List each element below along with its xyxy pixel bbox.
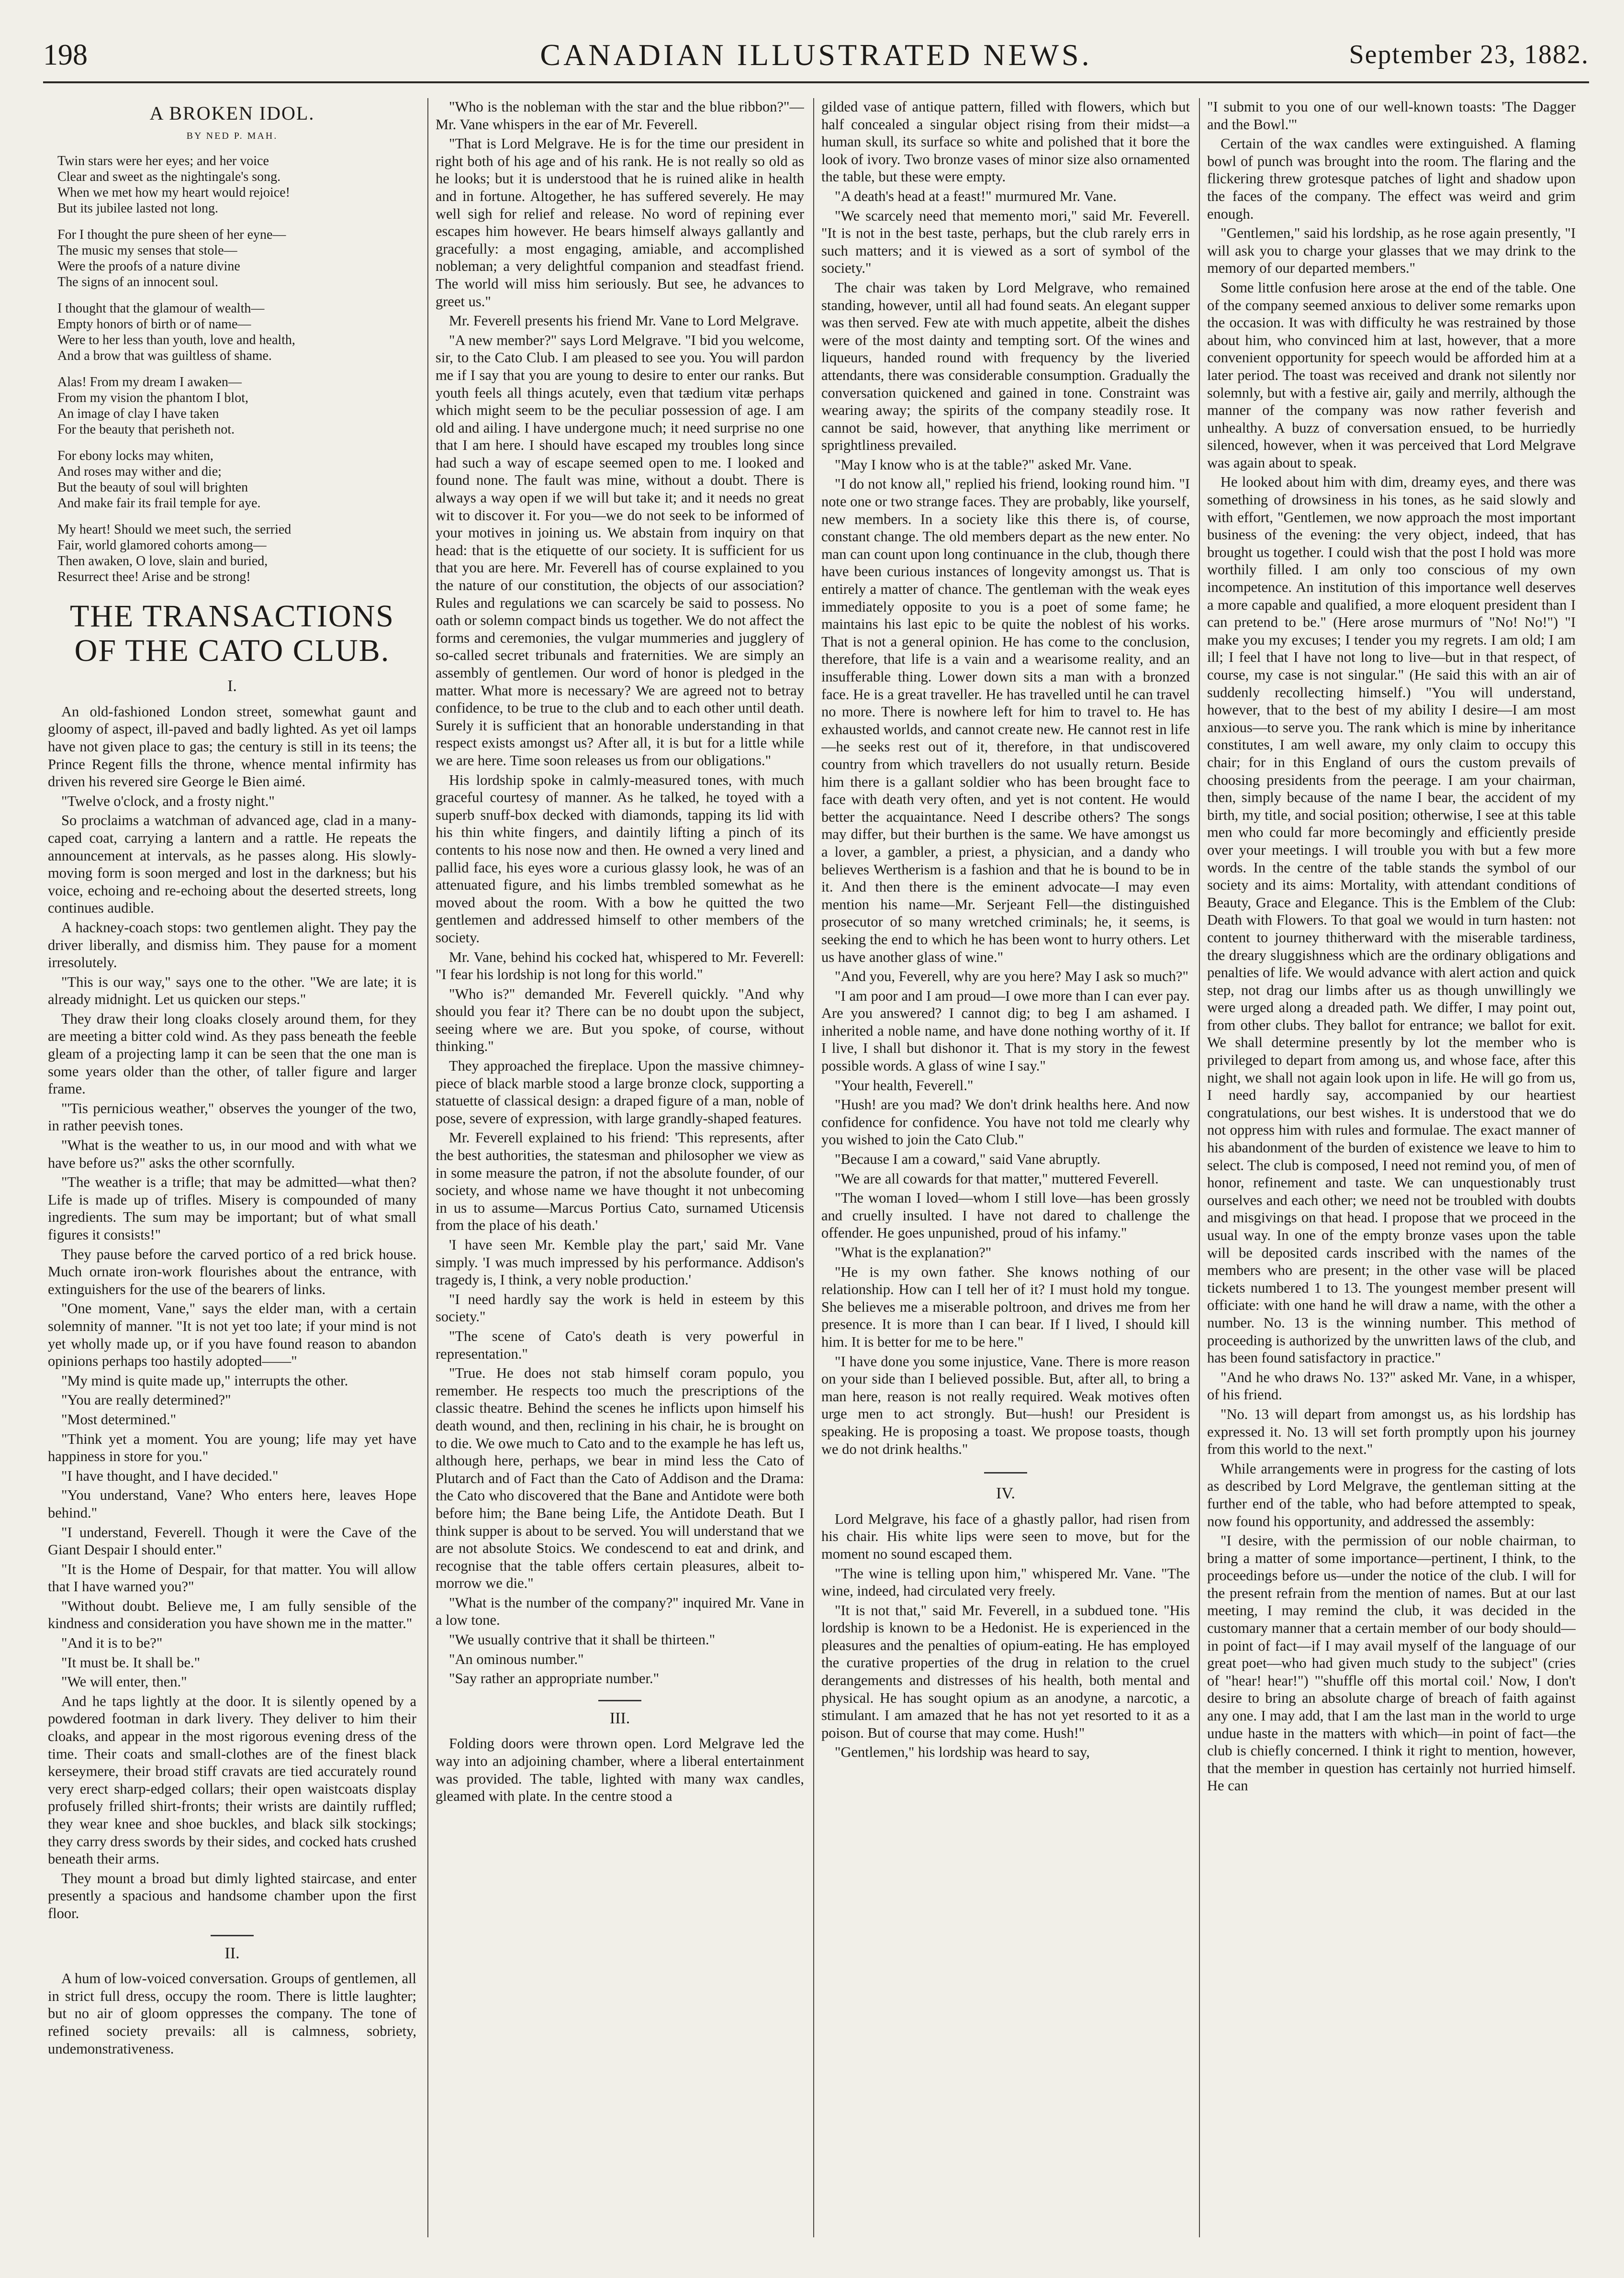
column-rule	[813, 98, 814, 2237]
poem-line: But its jubilee lasted not long.	[57, 201, 218, 216]
paragraph: And he taps lightly at the door. It is silently opened by a powdered footman in dark livery. They deliver to him their cloaks, and appear in the most rigorous evening dress of the time. Their coats and small-clothes are of the finest black kerseymere, their broad stiff cravats are tied accurately round very erect sharp-edged collars; their open waistcoats display profusely frilled shirt-fronts; their wrists are daintily ruffled; they wear knee and shoe buckles, and black silk stockings; they carry dress swords by their sides, and cocked hats crushed beneath their arms.	[48, 1693, 416, 1867]
poem-line: When we met how my heart would rejoice!	[57, 185, 290, 201]
paragraph: "We usually contrive that it shall be thirteen."	[449, 1631, 716, 1648]
poem-line: My heart! Should we meet such, the serried	[57, 522, 291, 537]
paragraph: "We will enter, then."	[61, 1674, 187, 1690]
paragraph: "An ominous number."	[449, 1651, 584, 1667]
paragraph: They pause before the carved portico of a red brick house. Much ornate iron-work flourishes about the entrance, with extinguishers for the use of the bearers of links.	[48, 1246, 416, 1297]
paragraph: So proclaims a watchman of advanced age, clad in a many-caped coat, carrying a lantern and a rattle. He repeats the announcement at intervals, as he passes along. His slowly-moving form is soon merged and lost in the darkness; but his voice, echoing and re-echoing about the deserted streets, long continues audible.	[48, 812, 416, 916]
paragraph: "Say rather an appropriate number."	[449, 1670, 660, 1687]
poem-line: Fair, world glamored cohorts among—	[57, 538, 267, 553]
paragraph: "I do not know all," replied his friend, looking round him. "I note one or two strange faces. They are probably, like yourself, new members. In a society like this there is, of course, constant change. The old members depart as the new enter. No man can count upon long continuance in the club, though there have been curious instances of longevity amongst us. That is entirely a matter of chance. The gentleman with the weak eyes immediately opposite to you is a poet of some fame; he maintains his last epic to be quite the noblest of his works. That is not a general opinion. He has come to the conclusion, therefore, that life is a vain and a wearisome reality, and an insufferable thing. Lower down sits a man with a bronzed face. He is a great traveller. He has travelled until he can travel no more. There is nowhere left for him to travel to. He has exhausted worlds, and cannot create new. He cannot rest in life—he seeks rest out of it, therefore, in that undiscovered country from which travellers do not usually return. Beside him there is a gallant soldier who has been brought face to face with death very often, and yet is not content. He would better the acquaintance. Need I describe others? The songs may differ, but their burthen is the same. We have amongst us a lover, a gambler, a priest, a physician, and a dandy who believes Wertherism is a fashion and that he is bound to be in it. And then there is the eminent advocate—I may even mention his name—Mr. Serjeant Fell—the distinguished prosecutor of so many wretched criminals; he, it seems, is seeking the end to which he has been wont to hurry others. Let us have another glass of wine."	[821, 476, 1190, 965]
paragraph: "The scene of Cato's death is very powerful in representation."	[436, 1328, 804, 1362]
paragraph: 'I have seen Mr. Kemble play the part,' said Mr. Vane simply. 'I was much impressed by his performance. Addison's tragedy is, I think, a very noble production.'	[436, 1237, 804, 1288]
paragraph: "One moment, Vane," says the elder man, with a certain solemnity of manner. "It is not yet too late; if your mind is not yet wholly made up, or if you have found reason to abandon opinions perhaps too hastily adopted——"	[48, 1300, 416, 1370]
paragraph: "Without doubt. Believe me, I am fully sensible of the kindness and consideration you have shown me in the matter."	[48, 1597, 416, 1632]
poem-line: Were to her less than youth, love and health,	[57, 333, 295, 348]
paragraph: "Twelve o'clock, and a frosty night."	[61, 793, 275, 809]
paragraph: "Think yet a moment. You are young; life may yet have happiness in store for you."	[48, 1430, 416, 1465]
poem-stanza	[57, 522, 416, 585]
paragraph: "Because I am a coward," said Vane abruptly.	[835, 1151, 1101, 1168]
section-heading: III.	[609, 1709, 630, 1727]
paragraph: Lord Melgrave, his face of a ghastly pallor, had risen from his chair. His white lips were seen to move, but for the moment no sound escaped them.	[821, 1510, 1190, 1562]
paragraph: While arrangements were in progress for the casting of lots as described by Lord Melgrave, the gentleman sitting at the further end of the table, who had before attempted to speak, now found his opportunity, and addressed the assembly:	[1207, 1460, 1576, 1530]
paragraph: "Gentlemen," said his lordship, as he rose again presently, "I will ask you to charge your glasses that we may drink to the memory of our departed members."	[1207, 225, 1576, 277]
section-divider	[598, 1700, 641, 1701]
paragraph: "I have done you some injustice, Vane. There is more reason on your side than I believed possible. But, after all, to bring a man here, reason is not really required. Weak motives often urge men to act strongly. But—hush! our President is speaking. He is proposing a toast. We propose toasts, though we do not drink healths."	[821, 1353, 1190, 1457]
paragraph: "True. He does not stab himself coram populo, you remember. He respects too much the prescriptions of the classic theatre. Behind the scenes he inflicts upon himself his death wound, and then, reclining in his chair, he is brought on to die. We owe much to Cato and to the example he has left us, although here, perhaps, we bear in mind less the Cato of Plutarch and of Fact than the Cato of Addison and the Drama: the Cato who discovered that the Bane and Antidote were both before him; the Bane being Life, the Antidote Death. But I think supper is about to be served. You will understand that we are not absolute Stoics. We condescend to eat and drink, and recognise that the table offers certain pleasures, albeit to-morrow we die."	[436, 1365, 804, 1592]
paragraph: "What is the number of the company?" inquired Mr. Vane in a low tone.	[436, 1594, 804, 1629]
paragraph: They draw their long cloaks closely around them, for they are meeting a bitter cold wind. As they pass beneath the feeble gleam of a projecting lamp it can be seen that the one man is some years older than the other, of taller figure and larger frame.	[48, 1010, 416, 1097]
paragraph: gilded vase of antique pattern, filled with flowers, which but half concealed a singular object rising from their midst—a human skull, its surface so white and polished that it bore the look of ivory. Two bronze vases of minor size also ornamented the table, but these were empty.	[821, 99, 1190, 185]
section-heading: IV.	[996, 1485, 1015, 1503]
poem-line: An image of clay I have taken	[57, 406, 219, 422]
poem-line: For the beauty that perisheth not.	[57, 422, 235, 437]
paragraph: A hackney-coach stops: two gentlemen alight. They pay the driver liberally, and dismiss him. They pause for a moment irresolutely.	[48, 919, 416, 971]
poem-line: Empty honors of birth or of name—	[57, 317, 251, 332]
section-divider	[211, 1935, 254, 1936]
paragraph: "This is our way," says one to the other. "We are late; it is already midnight. Let us quicken our steps."	[48, 973, 416, 1008]
paragraph: "I need hardly say the work is held in esteem by this society."	[436, 1291, 804, 1325]
section-heading: II.	[224, 1944, 240, 1962]
paragraph: "You understand, Vane? Who enters here, leaves Hope behind."	[48, 1487, 416, 1521]
paragraph: "May I know who is at the table?" asked Mr. Vane.	[835, 456, 1132, 473]
paragraph: "And you, Feverell, why are you here? May I ask so much?"	[835, 968, 1188, 985]
paragraph: "What is the explanation?"	[835, 1244, 992, 1261]
masthead	[43, 34, 1589, 83]
column-rule	[427, 98, 428, 2237]
paragraph: A hum of low-voiced conversation. Groups of gentlemen, all in strict full dress, occupy the room. There is little laughter; but no air of gloom oppresses the company. The tone of refined society prevails: all is calmness, sobriety, undemonstrativeness.	[48, 1970, 416, 2057]
column-1	[48, 98, 416, 2237]
paragraph: "A new member?" says Lord Melgrave. "I bid you welcome, sir, to the Cato Club. I am pleased to see you. You will pardon me if I say that you are young to desire to enter our ranks. But youth feels all things acutely, even that tædium vitæ perhaps which might seem to be the peculiar possession of age. I am old and ailing. I have undergone much; it need surprise no one that I am here. I should have escaped my troubles long since had such a way of escape seemed open to me. I looked and found none. The fault was mine, without a doubt. There is always a way open if we will but take it; and it needs no great wit to discover it. For you—we do not seek to be informed of your motives in joining us. We abstain from inquiry on that head: that is the etiquette of our society. It is sufficient for us that you are here. Mr. Feverell has of course explained to you the nature of our constitution, the objects of our association? Rules and regulations we can scarcely be said to possess. No oath or solemn compact binds us together. We do not affect the forms and ceremonies, the vulgar mummeries and jugglery of so-called secret tribunals and fraternities. We are simply an assembly of gentlemen. Our word of honor is pledged in the matter. What more is necessary? We are agreed not to betray confidence, to be true to the club and to each other until death. Surely it is sufficient that an honorable understanding in that respect exists amongst us? After all, it is but for a little while we are here. Time soon releases us from our obligations."	[436, 332, 804, 769]
poem-line: The signs of an innocent soul.	[57, 275, 218, 290]
poem-line: And roses may wither and die;	[57, 464, 222, 480]
column-4	[1207, 98, 1576, 2237]
paragraph: They mount a broad but dimly lighted staircase, and enter presently a spacious and handsome chamber upon the first floor.	[48, 1870, 416, 1921]
paragraph: "No. 13 will depart from amongst us, as his lordship has expressed it. No. 13 will set forth promptly upon his journey from this world to the next."	[1207, 1406, 1576, 1458]
issue-date: September 23, 1882.	[1349, 40, 1589, 69]
poem-stanza	[57, 227, 416, 290]
newspaper-title: CANADIAN ILLUSTRATED NEWS.	[540, 38, 1092, 72]
paragraph: "It must be. It shall be."	[61, 1654, 201, 1671]
paragraph: An old-fashioned London street, somewhat gaunt and gloomy of aspect, ill-paved and badly lighted. As yet oil lamps have not given place to gas; the century is still in its teens; the Prince Regent fills the throne, whence mental infirmity has driven his revered sire George le Bien aimé.	[48, 703, 416, 790]
poem-line: And a brow that was guiltless of shame.	[57, 348, 272, 364]
poem-line: Then awaken, O love, slain and buried,	[57, 554, 268, 569]
paragraph: Mr. Feverell presents his friend Mr. Vane to Lord Melgrave.	[449, 313, 799, 329]
paragraph: "He is my own father. She knows nothing of our relationship. How can I tell her of it? I must hold my tongue. She believes me a miserable poltroon, and drives me from her presence. It is more than I can bear. If I lived, I should kill him. It is better for me to be here."	[821, 1263, 1190, 1350]
column-2	[436, 98, 804, 2237]
poem-stanza	[57, 448, 416, 511]
paragraph: Mr. Vane, behind his cocked hat, whispered to Mr. Feverell: "I fear his lordship is not long for this world."	[436, 949, 804, 983]
paragraph: "Most determined."	[61, 1411, 177, 1428]
poem-line: Were the proofs of a nature divine	[57, 259, 240, 274]
paragraph: "What is the weather to us, in our mood and with what we have before us?" asks the other scornfully.	[48, 1137, 416, 1171]
paragraph: "I desire, with the permission of our noble chairman, to bring a matter of some importance—pertinent, I think, to the proceedings before us—under the notice of the club. I will for the present refrain from the mention of names. But at our last meeting, I may remind the club, it was decided in the customary manner that a certain member of our body should—in point of fact—if I may avail myself of the language of our great poet—who had given much study to the subject" (cries of "hear! hear!") "'shuffle off this mortal coil.' Now, I don't desire to bring an absolute charge of breach of faith against any one. I may add, that I am the last man in the world to urge undue haste in the matters with which—in point of fact—the club is chiefly concerned. I think it right to mention, however, that the member in question has certainly not hurried himself. He can	[1207, 1532, 1576, 1794]
paragraph: "Who is?" demanded Mr. Feverell quickly. "And why should you fear it? There can be no doubt upon the subject, seeing where we are. But you spoke, of course, without thinking."	[436, 985, 804, 1055]
poem-line: From my vision the phantom I blot,	[57, 391, 248, 406]
poem-line: Alas! From my dream I awaken—	[57, 375, 242, 390]
poem-byline: BY NED P. MAH.	[186, 130, 278, 141]
paragraph: "It is not that," said Mr. Feverell, in a subdued tone. "His lordship is known to be a Hedonist. He is experienced in the pleasures and the penalties of opium-eating. He has employed the curative properties of the drug in relation to the cruel derangements and distresses of his health, both mental and physical. He has sought opium as an anodyne, a narcotic, a stimulant. I am amazed that he has not yet resorted to it as a poison. But of course that may come. Hush!"	[821, 1602, 1190, 1741]
paragraph: "The weather is a trifle; that may be admitted—what then? Life is made up of trifles. Misery is compounded of many ingredients. The sum may be important; but of what small figures it consists!"	[48, 1174, 416, 1243]
paragraph: "A death's head at a feast!" murmured Mr. Vane.	[835, 188, 1117, 204]
story-title: THE TRANSACTIONS OF THE CATO CLUB.	[70, 599, 394, 669]
paragraph: "Your health, Feverell."	[835, 1077, 974, 1094]
paragraph: Folding doors were thrown open. Lord Melgrave led the way into an adjoining chamber, where a liberal entertainment was provided. The table, lighted with many wax candles, gleamed with plate. In the centre stood a	[436, 1735, 804, 1805]
paragraph: "The woman I loved—whom I still love—has been grossly and cruelly insulted. I have not dared to challenge the offender. He goes unpunished, proud of his infamy."	[821, 1190, 1190, 1241]
paragraph: "And it is to be?"	[61, 1635, 163, 1652]
section-divider	[984, 1472, 1027, 1474]
poem-body	[57, 153, 416, 585]
paragraph: The chair was taken by Lord Melgrave, who remained standing, however, until all had found seats. An elegant supper was then served. Few ate with much appetite, albeit the dishes were of the most dainty and tempting sort. Of the wines and liqueurs, handed round with frequency by the liveried attendants, there was considerable consumption. Gradually the conversation quickened and gained in tone. Constraint was wearing away; the spirits of the company steadily rose. It cannot be said, however, that anything like merriment or sprightliness prevailed.	[821, 279, 1190, 454]
poem-line: Twin stars were her eyes; and her voice	[57, 154, 269, 169]
poem-line: But the beauty of soul will brighten	[57, 480, 248, 495]
poem-stanza	[57, 301, 416, 364]
paragraph: They approached the fireplace. Upon the massive chimney-piece of black marble stood a large bronze clock, supporting a statuette of classical design: a draped figure of a man, noble of pose, severe of expression, with large grandly-shaped features.	[436, 1058, 804, 1127]
paragraph: "It is the Home of Despair, for that matter. You will allow that I have warned you?"	[48, 1561, 416, 1595]
paragraph: "I have thought, and I have decided."	[61, 1467, 279, 1484]
poem-stanza	[57, 153, 416, 216]
poem-line: I thought that the glamour of wealth—	[57, 301, 265, 316]
paragraph: Certain of the wax candles were extinguished. A flaming bowl of punch was brought into the room. The flaring and the flickering threw grotesque patches of light and shadow upon the faces of the company. The effect was weird and grim enough.	[1207, 135, 1576, 222]
poem-line: For ebony locks may whiten,	[57, 448, 213, 464]
paragraph: "Gentlemen," his lordship was heard to say,	[835, 1744, 1090, 1761]
paragraph: "Who is the nobleman with the star and the blue ribbon?"—Mr. Vane whispers in the ear of Mr. Feverell.	[436, 99, 804, 133]
paragraph: "I am poor and I am proud—I owe more than I can ever pay. Are you answered? I cannot dig; to beg I am ashamed. I inherited a noble name, and have done nothing worthy of it. If I live, I shall but dishonor it. That is my story in the fewest possible words. A glass of wine I say."	[821, 987, 1190, 1074]
paragraph: Mr. Feverell explained to his friend: 'This represents, after the best authorities, the statesman and philosopher we view as in some measure the patron, if not the absolute founder, of our society, and whose name we have thought it not unbecoming in us to assume—Marcus Portius Cato, surnamed Uticensis from the place of his death.'	[436, 1129, 804, 1234]
paragraph: "That is Lord Melgrave. He is for the time our president in right both of his age and of his rank. He is not really so old as he looks; but it is understood that he is ruined alike in health and in fortune. Altogether, he has suffered severely. He may well sigh for relief and release. No word of repining ever escapes him however. He bears himself always gallantly and gracefully: a most engaging, amiable, and accomplished nobleman; a very delightful companion and steadfast friend. The world will miss him seriously. But see, he advances to greet us."	[436, 135, 804, 310]
paragraph: "Hush! are you mad? We don't drink healths here. And now confidence for confidence. You have not told me clearly why you wished to join the Cato Club."	[821, 1096, 1190, 1148]
paragraph: "'Tis pernicious weather," observes the younger of the two, in rather peevish tones.	[48, 1100, 416, 1134]
poem-title: A BROKEN IDOL.	[149, 102, 315, 124]
column-rule	[1199, 98, 1200, 2237]
poem-line: Resurrect thee! Arise and be strong!	[57, 570, 251, 585]
paragraph: "The wine is telling upon him," whispered Mr. Vane. "The wine, indeed, had circulated very freely.	[821, 1565, 1190, 1599]
paragraph: "And he who draws No. 13?" asked Mr. Vane, in a whisper, of his friend.	[1207, 1369, 1576, 1403]
column-3	[821, 98, 1190, 2237]
paragraph: His lordship spoke in calmly-measured tones, with much graceful courtesy of manner. As he talked, he toyed with a superb snuff-box decked with diamonds, tapping its lid with his thin white fingers, and daintily lifting a pinch of its contents to his nose now and then. He owned a very lined and pallid face, his eyes wore a curious glassy look, he was of an attenuated figure, and his limbs trembled somewhat as he moved about the room. With a bow he quitted the two gentlemen and addressed himself to other members of the society.	[436, 771, 804, 946]
paragraph: "My mind is quite made up," interrupts the other.	[61, 1372, 348, 1389]
poem-stanza	[57, 374, 416, 437]
paragraph: "I understand, Feverell. Though it were the Cave of the Giant Despair I should enter."	[48, 1524, 416, 1558]
paragraph: He looked about him with dim, dreamy eyes, and there was something of drowsiness in his tones, as he said slowly and with effort, "Gentlemen, we now approach the most important business of the evening: the very object, indeed, that has brought us together. I could wish that the post I hold was more worthily filled. I am only too conscious of my own incompetence. An institution of this importance well deserves a more capable and qualified, a more eloquent president than I can pretend to be." (Here arose murmurs of "No! No!") "I make you my excuses; I tender you my regrets. I am old; I am ill; I feel that I have not long to live—but in that respect, of course, my case is not singular." (He said this with an air of suddenly recollecting himself.) "You will understand, however, that to the best of my ability I desire—I am most anxious—to serve you. The rank which is mine by inheritance constitutes, I am well aware, my only claim to occupy this chair; for in this England of ours the custom prevails of choosing presidents from the peerage. I am your chairman, then, simply because of the name I bear, the accident of my birth, my title, and social position; otherwise, I see at this table men who could far more becomingly and efficiently preside over your meetings. I will trouble you with but a few more words. In the centre of the table stands the symbol of our society and its aims: Mortality, with attendant conditions of Beauty, Grace and Elegance. This is the Emblem of the Club: Death with Flowers. To that goal we would in turn hasten: not content to journey thitherward with the miserable tardiness, the dreary sluggishness which are the ordinary obligations and penalties of life. We would advance with alert action and quick step, not drag our limbs after us as though unwillingly we were urged along a dreaded path. We differ, I may point out, from other clubs. They ballot for entrance; we ballot for exit. We shall determine presently by lot the member who is privileged to depart from among us, and whose face, after this night, we shall not again look upon in life. He will go from us, I need hardly say, accompanied by our heartiest congratulations, our best wishes. It is understood that we do not oppress him with rules and formulae. The exact manner of his abandonment of the burden of existence we leave to him to select. The club is composed, I need not remind you, of men of honor, refinement and taste. We can unquestionably trust ourselves and each other; we need not be troubled with doubts and misgivings on that head. I propose that we proceed in the usual way. In one of the empty bronze vases upon the table will be deposited cards inscribed with the names of the members who are present; in the other vase will be placed tickets numbered 1 to 13. The youngest member present will officiate: with one hand he will draw a name, with the other a number. No. 13 is the winning number. This method of proceeding is authorized by the unwritten laws of the club, and has been found satisfactory in practice."	[1207, 474, 1576, 1366]
paragraph: "I submit to you one of our well-known toasts: 'The Dagger and the Bowl.'"	[1207, 99, 1576, 133]
poem-line: For I thought the pure sheen of her eyne—	[57, 227, 286, 243]
poem-line: Clear and sweet as the nightingale's song.	[57, 169, 281, 185]
paragraph: Some little confusion here arose at the end of the table. One of the company seemed anxious to deliver some remarks upon the occasion. It was with difficulty he was restrained by those about him, who convinced him at last, however, that a more convenient opportunity for speech would be afforded him at a later period. The toast was received and drank not silently nor solemnly, but with a festive air, gaily and merrily, although the manner of the company was now rather feverish and unhealthy. A buzz of conversation ensued, to be hurriedly silenced, however, when it was perceived that Lord Melgrave was again about to speak.	[1207, 279, 1576, 471]
section-heading: I.	[227, 677, 237, 695]
paragraph: "We are all cowards for that matter," muttered Feverell.	[835, 1170, 1159, 1187]
page-number: 198	[43, 39, 88, 71]
paragraph: "You are really determined?"	[61, 1392, 231, 1408]
poem-line: And make fair its frail temple for aye.	[57, 496, 261, 511]
paragraph: "We scarcely need that memento mori," said Mr. Feverell. "It is not in the best taste, perhaps, but the club rarely errs in such matters; and it is viewed as a sort of symbol of the society."	[821, 207, 1190, 277]
poem-line: The music my senses that stole—	[57, 243, 237, 258]
